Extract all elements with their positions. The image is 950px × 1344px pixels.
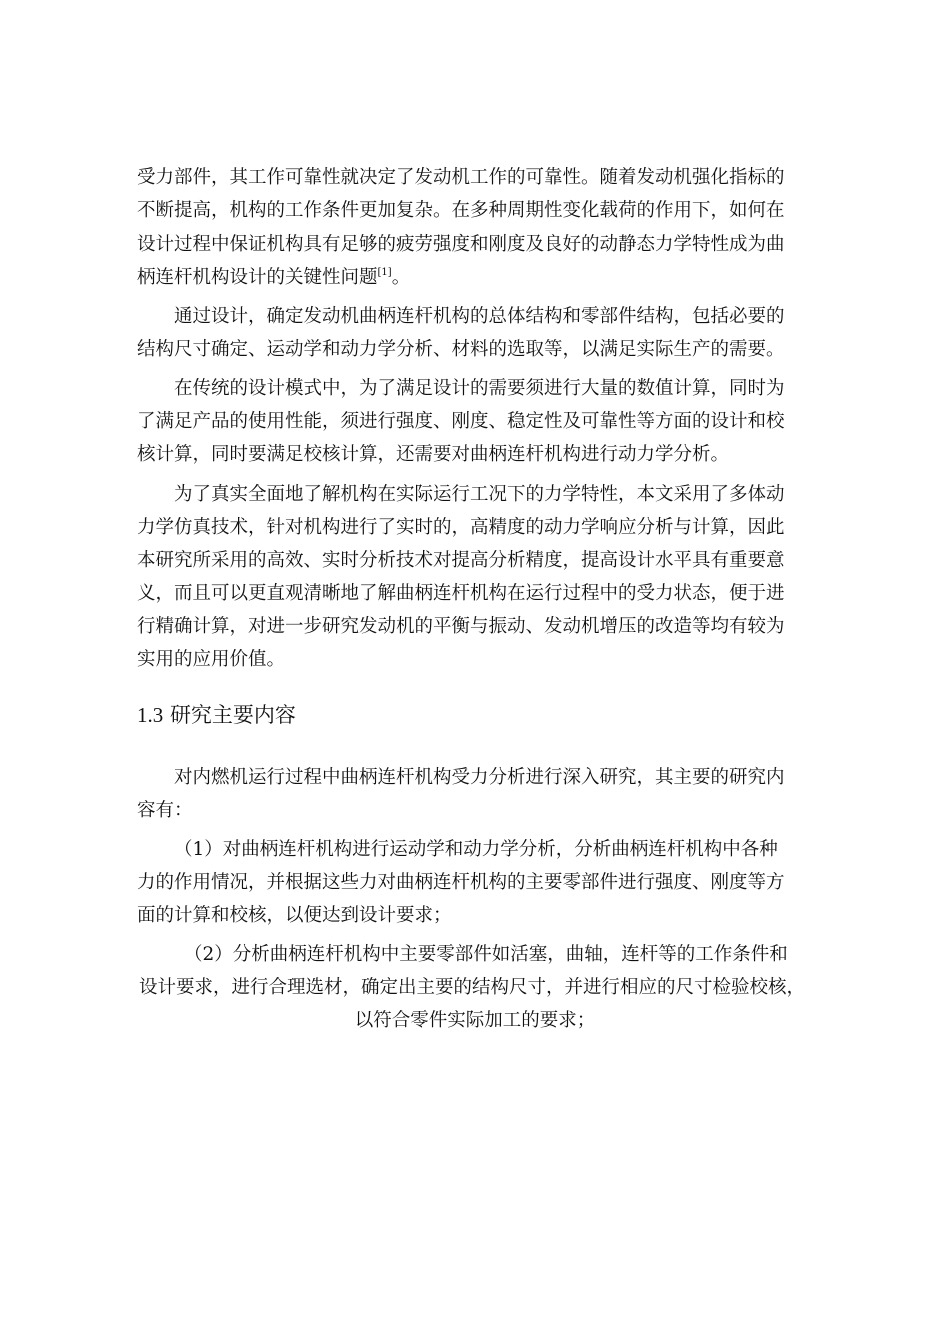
- section-heading: [137, 702, 296, 728]
- citation-mark: [1]: [377, 267, 392, 278]
- end-punctuation: 。: [391, 267, 411, 288]
- text-line: 设计要求，进行合理选材，确定出主要的结构尺寸，并进行相应的尺寸检验校核，: [139, 977, 806, 998]
- text-line: 设计过程中保证机构具有足够的疲劳强度和刚度及良好的动静态力学特性成为曲: [137, 234, 785, 255]
- text-line: 核计算，同时要满足校核计算，还需要对曲柄连杆机构进行动力学分析。: [137, 444, 730, 465]
- paragraph-line: [137, 233, 785, 257]
- paragraph-line: [174, 766, 785, 790]
- text-line: 在传统的设计模式中，为了满足设计的需要须进行大量的数值计算，同时为: [174, 378, 785, 399]
- text-line: 本研究所采用的高效、实时分析技术对提高分析精度，提高设计水平具有重要意: [137, 550, 785, 571]
- paragraph-line: [174, 305, 785, 329]
- list-item-line: [137, 904, 452, 928]
- text-line: 行精确计算，对进一步研究发动机的平衡与振动、发动机增压的改造等均有较为: [137, 616, 785, 637]
- text-line: 力的作用情况，并根据这些力对曲柄连杆机构的主要零部件进行强度、刚度等方: [137, 872, 785, 893]
- paragraph-line: [137, 516, 785, 540]
- paragraph-line: [137, 443, 729, 467]
- text-line: （1）对曲柄连杆机构进行运动学和动力学分析，分析曲柄连杆机构中各种: [174, 839, 778, 860]
- text-line: 义，而且可以更直观清晰地了解曲柄连杆机构在运行过程中的受力状态，便于进: [137, 583, 785, 604]
- paragraph-line: [137, 410, 785, 434]
- text-line: 通过设计，确定发动机曲柄连杆机构的总体结构和零部件结构，包括必要的: [174, 306, 785, 327]
- text-line: 受力部件，其工作可靠性就决定了发动机工作的可靠性。随着发动机强化指标的: [137, 167, 785, 188]
- text-line: 了满足产品的使用性能，须进行强度、刚度、稳定性及可靠性等方面的设计和校: [137, 411, 785, 432]
- list-item-line: [184, 943, 788, 967]
- paragraph-line: [137, 615, 785, 639]
- list-item-line: [0, 1009, 950, 1033]
- paragraph-line: [174, 483, 785, 507]
- paragraph-line: [137, 199, 785, 223]
- text-line: 容有：: [137, 800, 193, 821]
- section-number: 1.3: [137, 703, 164, 727]
- text-line: 对内燃机运行过程中曲柄连杆机构受力分析进行深入研究，其主要的研究内: [174, 767, 785, 788]
- paragraph-line: [137, 648, 285, 672]
- section-title: 研究主要内容: [169, 703, 296, 727]
- text-line: 以符合零件实际加工的要求；: [354, 1010, 596, 1031]
- text-line: 为了真实全面地了解机构在实际运行工况下的力学特性，本文采用了多体动: [174, 484, 785, 505]
- text-line: 实用的应用价值。: [137, 649, 286, 670]
- text-line: 力学仿真技术，针对机构进行了实时的，高精度的动力学响应分析与计算，因此: [137, 517, 785, 538]
- list-item-line: [174, 838, 778, 862]
- paragraph-line: [137, 799, 193, 823]
- text-line: 不断提高，机构的工作条件更加复杂。在多种周期性变化载荷的作用下，如何在: [137, 200, 785, 221]
- text-line: 面的计算和校核，以便达到设计要求；: [137, 905, 452, 926]
- paragraph-line: [137, 166, 785, 190]
- paragraph-line: [137, 338, 785, 362]
- text-line: 结构尺寸确定、运动学和动力学分析、材料的选取等，以满足实际生产的需要。: [137, 339, 785, 360]
- paragraph-line: [137, 549, 785, 573]
- paragraph-line: [137, 266, 410, 290]
- list-item-line: [139, 976, 805, 1000]
- paragraph-line: [137, 582, 785, 606]
- text-line: （2）分析曲柄连杆机构中主要零部件如活塞，曲轴，连杆等的工作条件和: [184, 944, 788, 965]
- list-item-line: [137, 871, 785, 895]
- text-line: 柄连杆机构设计的关键性问题: [137, 267, 378, 288]
- paragraph-line: [174, 377, 785, 401]
